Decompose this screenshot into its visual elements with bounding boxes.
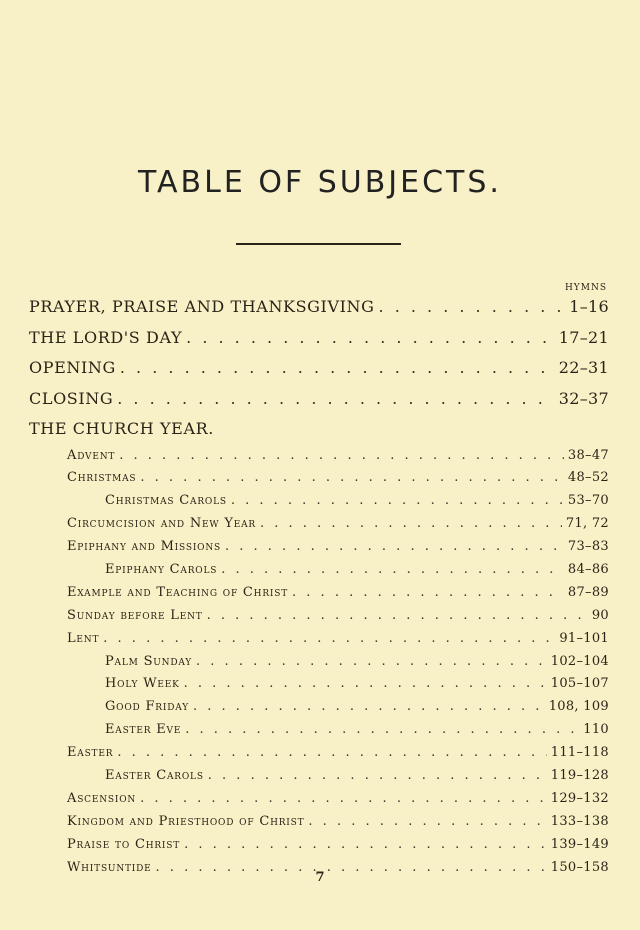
toc-entry[interactable] [29, 353, 609, 384]
toc-entry[interactable] [29, 742, 609, 765]
dot-leader [231, 490, 564, 513]
entry-hymns: 139–149 [550, 836, 609, 852]
dot-leader [221, 559, 564, 582]
dot-leader [196, 651, 547, 674]
entry-label: Sunday before Lent [67, 607, 203, 623]
entry-hymns: 105–107 [550, 676, 609, 692]
entry-hymns: 102–104 [550, 653, 609, 669]
entry-hymns: 32–37 [558, 388, 609, 408]
toc-entry[interactable] [29, 582, 609, 605]
dot-leader [207, 605, 588, 628]
page-number: 7 [315, 870, 325, 885]
entry-hymns: 108, 109 [548, 699, 609, 715]
dot-leader [140, 467, 564, 490]
entry-label: Kingdom and Priesthood of Christ [67, 813, 305, 829]
entry-label: Palm Sunday [105, 653, 193, 669]
dot-leader [184, 673, 547, 696]
entry-label: Christmas Carols [105, 493, 227, 509]
toc-entry[interactable] [29, 467, 609, 490]
entry-label: Easter Eve [105, 722, 182, 738]
entry-hymns: 73–83 [567, 539, 609, 555]
dot-leader [379, 292, 566, 323]
entry-hymns: 17–21 [558, 327, 609, 347]
entry-hymns: 71, 72 [565, 516, 609, 532]
hymns-column-header: HYMNS [564, 283, 607, 293]
toc-entry[interactable] [29, 788, 609, 811]
entry-label: OPENING [29, 358, 116, 377]
dot-leader [185, 719, 579, 742]
toc-section-heading [29, 414, 609, 445]
entry-label: Epiphany Carols [105, 561, 218, 577]
dot-leader [186, 323, 555, 354]
entry-hymns: 38–47 [567, 447, 609, 463]
entry-label: Easter [67, 745, 114, 761]
entry-hymns: 22–31 [558, 358, 609, 377]
toc-entry[interactable] [29, 384, 609, 415]
page-title: TABLE OF SUBJECTS. [138, 165, 502, 200]
entry-label: THE CHURCH YEAR. [29, 419, 214, 438]
dot-leader [292, 582, 564, 605]
dot-leader [193, 696, 545, 719]
toc-entry[interactable] [29, 559, 609, 582]
entry-hymns: 53–70 [567, 493, 609, 509]
toc-entry[interactable] [29, 605, 609, 628]
toc-entry[interactable] [29, 513, 609, 536]
entry-label: Good Friday [105, 699, 189, 715]
entry-label: Christmas [67, 470, 137, 486]
dot-leader [103, 628, 555, 651]
entry-label: CLOSING [29, 388, 114, 408]
entry-hymns: 91–101 [559, 630, 609, 646]
entry-hymns: 133–138 [550, 813, 609, 829]
entry-hymns: 129–132 [550, 790, 609, 806]
dot-leader [225, 536, 564, 559]
toc-entry[interactable] [29, 811, 609, 834]
entry-hymns: 150–158 [550, 859, 609, 875]
entry-label: Advent [67, 447, 116, 463]
dot-leader [308, 811, 546, 834]
entry-label: Circumcision and New Year [67, 516, 256, 532]
toc-entry[interactable] [29, 765, 609, 788]
toc-entry[interactable] [29, 696, 609, 719]
toc-entry[interactable] [29, 628, 609, 651]
title-divider [236, 243, 401, 245]
entry-hymns: 87–89 [567, 584, 609, 600]
entry-label: Holy Week [105, 676, 180, 692]
entry-label: Epiphany and Missions [67, 539, 221, 555]
toc-entry[interactable] [29, 323, 609, 354]
dot-leader [119, 445, 564, 468]
entry-label: Whitsuntide [67, 859, 152, 875]
dot-leader [260, 513, 562, 536]
entry-label: THE LORD'S DAY [29, 327, 183, 347]
entry-hymns: 90 [591, 607, 609, 623]
entry-label: Easter Carols [105, 767, 204, 783]
entry-hymns: 1–16 [569, 297, 609, 316]
entry-label: Lent [67, 630, 100, 646]
entry-hymns: 110 [583, 722, 609, 738]
toc-entry[interactable] [29, 445, 609, 468]
entry-hymns: 119–128 [550, 767, 609, 783]
table-of-contents [29, 292, 609, 879]
dot-leader [184, 834, 547, 857]
entry-hymns: 111–118 [550, 745, 609, 761]
toc-entry[interactable] [29, 536, 609, 559]
toc-entry[interactable] [29, 719, 609, 742]
dot-leader [117, 384, 555, 415]
entry-label: Example and Teaching of Christ [67, 584, 289, 600]
dot-leader [117, 742, 546, 765]
toc-entry[interactable] [29, 673, 609, 696]
entry-hymns: 84–86 [567, 561, 609, 577]
entry-hymns: 48–52 [567, 470, 609, 486]
entry-label: Ascension [67, 790, 137, 806]
dot-leader [120, 353, 555, 384]
toc-entry[interactable] [29, 490, 609, 513]
dot-leader [208, 765, 547, 788]
dot-leader [140, 788, 547, 811]
entry-label: Praise to Christ [67, 836, 181, 852]
entry-label: PRAYER, PRAISE AND THANKSGIVING [29, 297, 375, 316]
toc-entry[interactable] [29, 834, 609, 857]
toc-entry[interactable] [29, 292, 609, 323]
toc-entry[interactable] [29, 651, 609, 674]
